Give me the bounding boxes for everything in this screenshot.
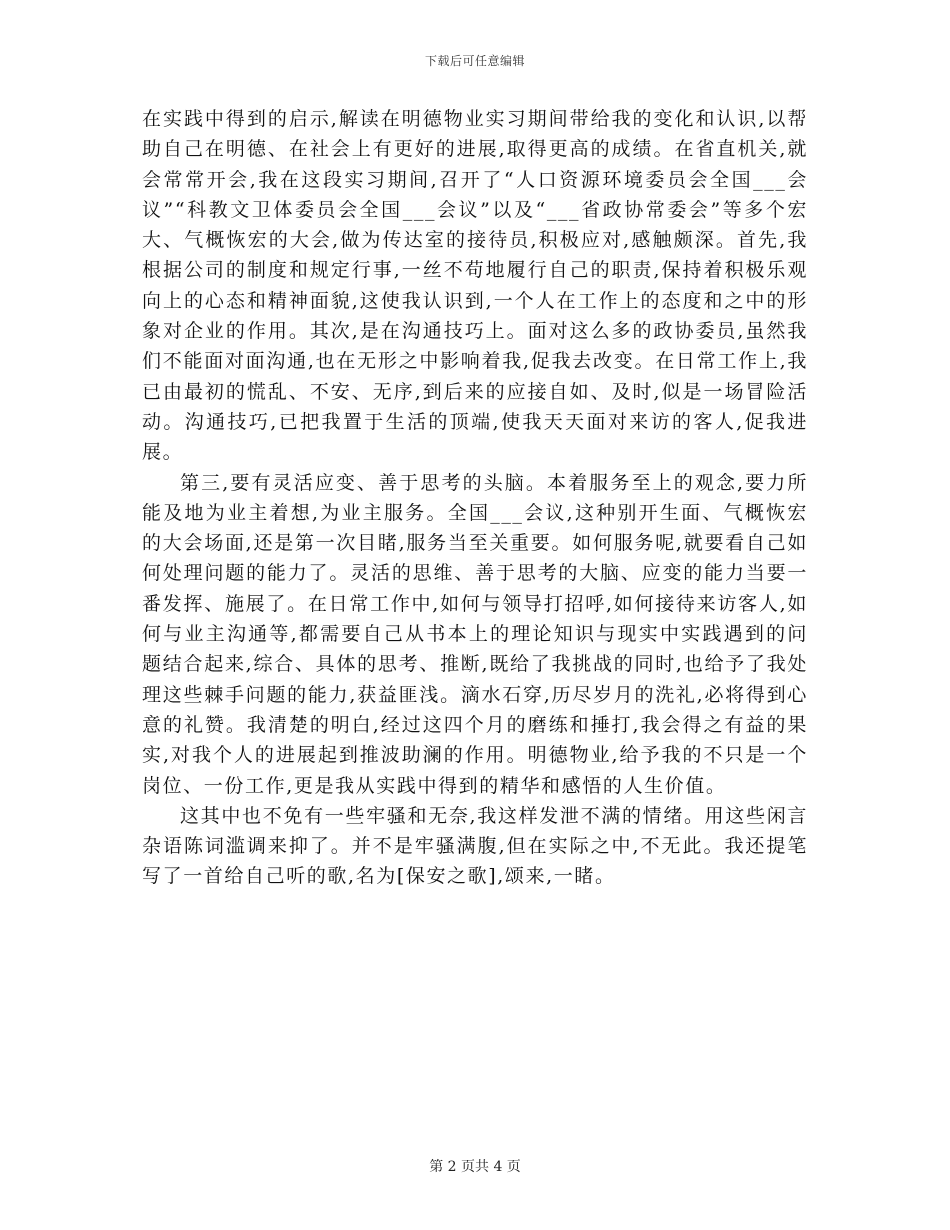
page-header: 下载后可任意编辑 [424,54,525,68]
paragraph-1: 在实践中得到的启示,解读在明德物业实习期间带给我的变化和认识,以帮助自己在明德、在社会上有更好的进展,取得更高的成绩。在省直机关,就会常常开会,我在这段实习期间,召开了“人口资源环境委员会全国___会议”“科教文卫体委员会全国___会议”以及“___省政协常委会”等多个宏大、气概恢宏的大会,做为传达室的接待员,积极应对,感触颇深。首先,我根据公司的制度和规定行事,一丝不苟地履行自己的职责,保持着积极乐观向上的心态和精神面貌,这使我认识到,一个人在工作上的态度和之中的形象对企业的作用。其次,是在沟通技巧上。面对这么多的政协委员,虽然我们不能面对面沟通,也在无形之中影响着我,促我去改变。在日常工作上,我已由最初的慌乱、不安、无序,到后来的应接自如、及时,似是一场冒险活动。沟通技巧,已把我置于生活的顶端,使我天天面对来访的客人,促我进展。 [142,108,808,464]
paragraph-2: 第三,要有灵活应变、善于思考的头脑。本着服务至上的观念,要力所能及地为业主着想,为业主服务。全国___会议,这种别开生面、气概恢宏的大会场面,还是第一次目睹,服务当至关重要。如何服务呢,就要看自己如何处理问题的能力了。灵活的思维、善于思考的大脑、应变的能力当要一番发挥、施展了。在日常工作中,如何与领导打招呼,如何接待来访客人,如何与业主沟通等,都需要自己从书本上的理论知识与现实中实践遇到的问题结合起来,综合、具体的思考、推断,既给了我挑战的同时,也给予了我处理这些棘手问题的能力,获益匪浅。滴水石穿,历尽岁月的洗礼,必将得到心意的礼赞。我清楚的明白,经过这四个月的磨练和捶打,我会得之有益的果实,对我个人的进展起到推波助澜的作用。明德物业,给予我的不只是一个岗位、一份工作,更是我从实践中得到的精华和感悟的人生价值。 [142,471,808,797]
page-footer: 第 2 页共 4 页 [429,1159,521,1175]
paragraph-3: 这其中也不免有一些牢骚和无奈,我这样发泄不满的情绪。用这些闲言杂语陈词滥调来抑了。并不是牢骚满腹,但在实际之中,不无此。我还提笔写了一首给自己听的歌,名为[保安之歌],颂来,一睹。 [142,804,808,888]
document-body [142,104,808,892]
